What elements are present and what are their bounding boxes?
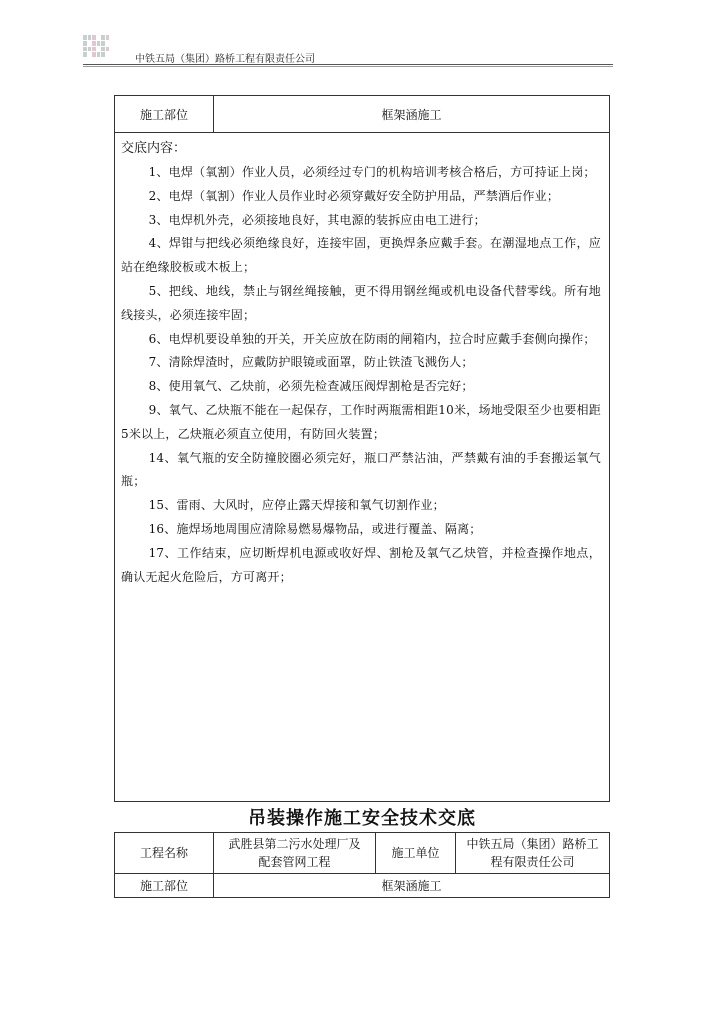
briefing-item: 5、把线、地线，禁止与钢丝绳接触，更不得用钢丝绳或机电设备代替零线。所有地线接头，必须连接牢固；: [121, 283, 601, 322]
section-value: 框架涵施工: [214, 96, 610, 133]
briefing-item: 15、雷雨、大风时，应停止露天焊接和氧气切割作业；: [148, 498, 445, 513]
briefing-content: [115, 133, 610, 802]
section-label-2: 施工部位: [115, 874, 214, 898]
header-rule-thin: [83, 66, 613, 67]
briefing-item: 9、氧气、乙炔瓶不能在一起保存，工作时两瓶需相距10米，场地受限至少也要相距5米以上，乙炔瓶必须直立使用，有防回火装置；: [121, 402, 601, 441]
section-value-2: 框架涵施工: [214, 874, 610, 898]
project-value: 武胜县第二污水处理厂及配套管网工程: [214, 833, 376, 874]
safety-briefing-form: [114, 95, 610, 802]
briefing-item: 1、电焊（氧割）作业人员，必须经过专门的机构培训考核合格后，方可持证上岗；: [148, 165, 596, 179]
header-company-name: 中铁五局（集团）路桥工程有限责任公司: [135, 54, 315, 65]
project-label: 工程名称: [115, 833, 214, 874]
briefing-item: 2、电焊（氧割）作业人员作业时必须穿戴好安全防护用品，严禁酒后作业；: [148, 188, 560, 203]
briefing-item: 6、电焊机要设单独的开关，开关应放在防雨的闸箱内，拉合时应戴手套侧向操作；: [148, 331, 596, 346]
briefing-item: 17、工作结束，应切断焊机电源或收好焊、割枪及氧气乙炔管，并检查操作地点，确认无起火危险后，方可离开；: [121, 545, 601, 584]
briefing-item: 7、清除焊渣时，应戴防护眼镜或面罩，防止铁渣飞溅伤人；: [148, 355, 474, 370]
content-title: 交底内容：: [121, 141, 187, 156]
header-rule: [83, 64, 613, 65]
section-label: 施工部位: [115, 96, 214, 133]
document-title: 吊装操作施工安全技术交底: [248, 808, 476, 829]
company-logo: [83, 35, 109, 57]
unit-label: 施工单位: [376, 833, 456, 874]
briefing-item: 3、电焊机外壳，必须接地良好，其电源的装拆应由电工进行；: [148, 212, 486, 227]
briefing-item: 8、使用氧气、乙炔前，必须先检查减压阀焊割枪是否完好；: [148, 379, 474, 394]
briefing-item: 14、氧气瓶的安全防撞胶圈必须完好，瓶口严禁沾油，严禁戴有油的手套搬运氧气瓶；: [121, 450, 601, 489]
lifting-briefing-form: [114, 832, 610, 898]
briefing-item: 4、焊钳与把线必须绝缘良好，连接牢固，更换焊条应戴手套。在潮湿地点工作，应站在绝缘胶板或木板上；: [121, 236, 601, 275]
unit-value: 中铁五局（集团）路桥工程有限责任公司: [456, 833, 610, 874]
briefing-item: 16、施焊场地周围应清除易燃易爆物品，或进行覆盖、隔离；: [148, 521, 482, 536]
